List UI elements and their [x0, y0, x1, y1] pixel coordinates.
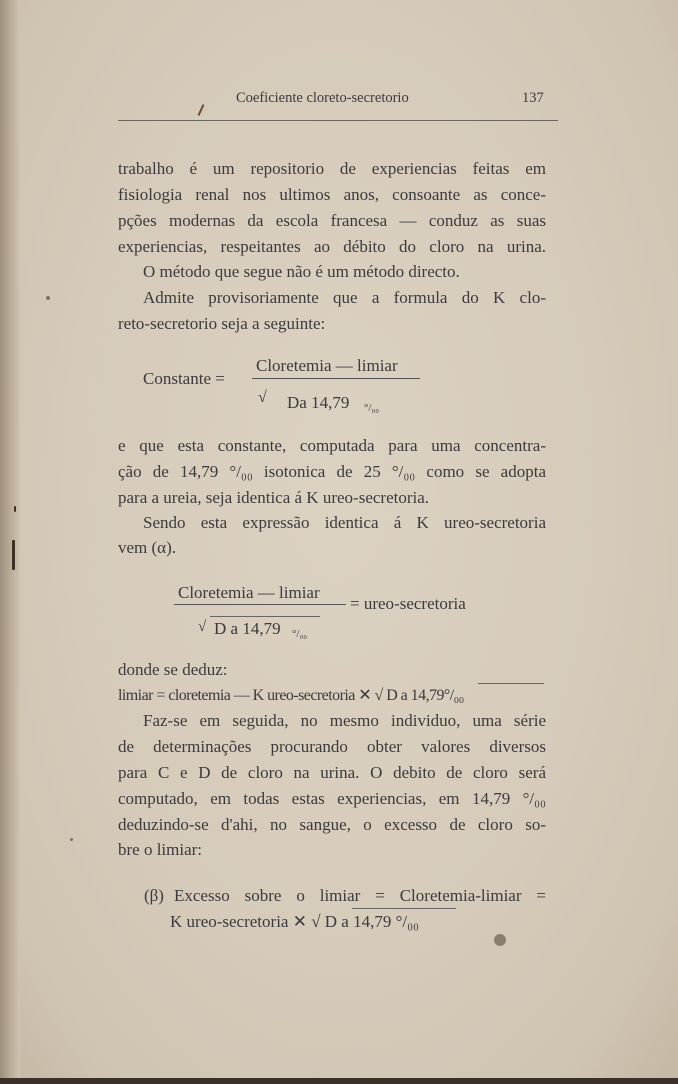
unit-per-mille: °/₀₀: [292, 628, 308, 640]
radical-overline: [478, 683, 544, 684]
equation-numerator: Cloretemia — limiar: [178, 583, 320, 602]
text-line: ção de 14,79 °/₀₀ isotonica de 25 °/₀₀ como se adopta: [118, 462, 546, 481]
equation-rhs: = ureo-secretoria: [350, 594, 466, 613]
ink-mark: [198, 104, 205, 116]
equation-label: (β): [144, 886, 164, 905]
paper-speck: [494, 934, 506, 946]
radical-overline: [352, 908, 456, 909]
text-line: O método que segue não é um método directo.: [143, 262, 460, 281]
page-number: 137: [522, 90, 544, 106]
equation-denominator: D a 14,79: [214, 619, 281, 638]
text-line: experiencias, respeitantes ao débito do cloro na urina.: [118, 237, 546, 256]
equation-lhs: Constante =: [143, 369, 225, 388]
text-line: para a ureia, seja identica á K ureo-secretoria.: [118, 488, 430, 507]
equation-numerator: Cloretemia — limiar: [256, 356, 398, 375]
margin-mark: [12, 540, 15, 570]
paper-speck: [70, 838, 73, 841]
equation-line: limiar = cloretemia — K ureo-secretoria ✕ √ D a 14,79°/₀₀: [118, 687, 464, 704]
running-title: Coeficiente cloreto-secretorio: [236, 90, 409, 106]
text-line: Faz-se em seguida, no mesmo individuo, uma série: [143, 711, 546, 730]
paper-speck: [46, 296, 50, 300]
text-line: Sendo esta expressão identica á K ureo-secretoria: [143, 513, 546, 532]
text-line: vem (α).: [118, 538, 176, 557]
unit-per-mille: °/₀₀: [364, 402, 380, 414]
text-line: Admite provisoriamente que a formula do K clo-: [143, 288, 546, 307]
text-line: reto-secretorio seja a seguinte:: [118, 314, 326, 333]
text-line: e que esta constante, computada para uma concentra-: [118, 436, 546, 455]
radical-sign: √: [258, 389, 267, 406]
equation-denominator: Da 14,79: [287, 393, 350, 412]
text-line: para C e D de cloro na urina. O debito de cloro será: [118, 763, 546, 782]
margin-mark: [14, 506, 16, 512]
text-line: computado, em todas estas experiencias, em 14,79 °/₀₀: [118, 789, 546, 808]
text-line: trabalho é um repositorio de experiencias feitas em: [118, 159, 546, 178]
equation-line: K ureo-secretoria ✕ √ D a 14,79 °/₀₀: [170, 912, 419, 931]
page-bottom-edge: [0, 1078, 678, 1084]
header-rule: [118, 120, 558, 121]
radical-overline: [210, 616, 320, 617]
page-gutter: [0, 0, 20, 1084]
fraction-bar: [174, 604, 346, 605]
text-line: donde se deduz:: [118, 660, 228, 679]
radical-sign: √: [198, 619, 207, 635]
equation-line: Excesso sobre o limiar = Cloretemia-limiar =: [174, 886, 546, 905]
text-line: de determinações procurando obter valores diversos: [118, 737, 546, 756]
text-line: deduzindo-se d'ahi, no sangue, o excesso de cloro so-: [118, 815, 546, 834]
text-line: pções modernas da escola francesa — conduz as suas: [118, 211, 546, 230]
text-line: fisiologia renal nos ultimos anos, consoante as conce-: [118, 185, 546, 204]
fraction-bar: [252, 378, 420, 379]
text-line: bre o limiar:: [118, 840, 203, 859]
